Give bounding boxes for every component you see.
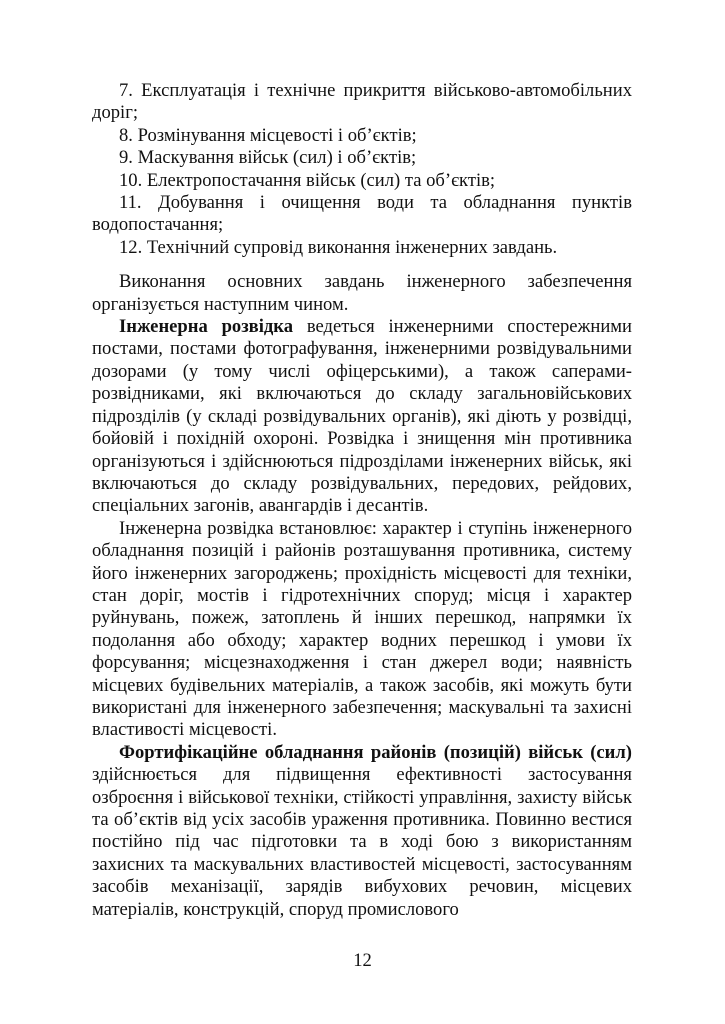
fortification-heading: Фортифікаційне обладнання районів (позицій) військ (сил)	[119, 741, 632, 763]
list-item: 9. Маскування військ (сил) і об’єктів;	[119, 147, 417, 169]
engineering-reconnaissance-text: ведеться інженерними спостережними постами, постами фотографування, інженерними розвідувальними дозорами (у тому числі офіцерськими), а також саперами-розвідниками, які включаються до складу загальновійськових підрозділів (у складі розвідувальних органів), які діють у розвідці, бойовій і похідній охороні. Розвідка і знищення мін противника організуються і здійснюються підрозділами інженерних військ, які включаються до складу розвідувальних, передових, рейдових, спеціальних загонів, авангардів і десантів.	[92, 316, 632, 517]
page-body	[92, 80, 632, 921]
list-item: 7. Експлуатація і технічне прикриття військово-автомобільних доріг;	[92, 80, 632, 124]
reconnaissance-scope-paragraph: Інженерна розвідка встановлює: характер і ступінь інженерного обладнання позицій і районів розташування противника, систему його інженерних загороджень; прохідність місцевості для техніки, стан доріг, мостів і гідротехнічних споруд; місця і характер руйнувань, пожеж, затоплень й інших перешкод, напрямки їх подолання або обходу; характер водних перешкод і умови їх форсування; місцезнаходження і стан джерел води; наявність місцевих будівельних матеріалів, а також засобів, які можуть бути використані для інженерного забезпечення; маскувальні та захисні властивості місцевості.	[92, 517, 632, 741]
list-item: 8. Розмінування місцевості і об’єктів;	[119, 124, 417, 146]
fortification-paragraph	[92, 742, 632, 921]
engineering-reconnaissance-paragraph	[92, 316, 632, 518]
engineering-reconnaissance-heading: Інженерна розвідка	[119, 316, 294, 338]
list-item: 10. Електропостачання військ (сил) та об’єктів;	[119, 169, 496, 191]
fortification-text: здійснюється для підвищення ефективності застосування озброєння і військової техніки, стійкості управління, захисту військ та об’єктів від усіх засобів ураження противника. Повинно вестися постійно під час підготовки та в ході бою з використанням захисних та маскувальних властивостей місцевості, застосуванням засобів механізації, зарядів вибухових речовин, місцевих матеріалів, конструкцій, споруд промислового	[92, 764, 632, 920]
list-item: 12. Технічний супровід виконання інженерних завдань.	[119, 236, 558, 258]
list-item: 11. Добування і очищення води та обладнання пунктів водопостачання;	[92, 192, 632, 236]
section-gap	[92, 259, 632, 271]
intro-paragraph: Виконання основних завдань інженерного забезпечення організується наступним чином.	[92, 271, 632, 315]
page-number: 12	[353, 950, 372, 971]
